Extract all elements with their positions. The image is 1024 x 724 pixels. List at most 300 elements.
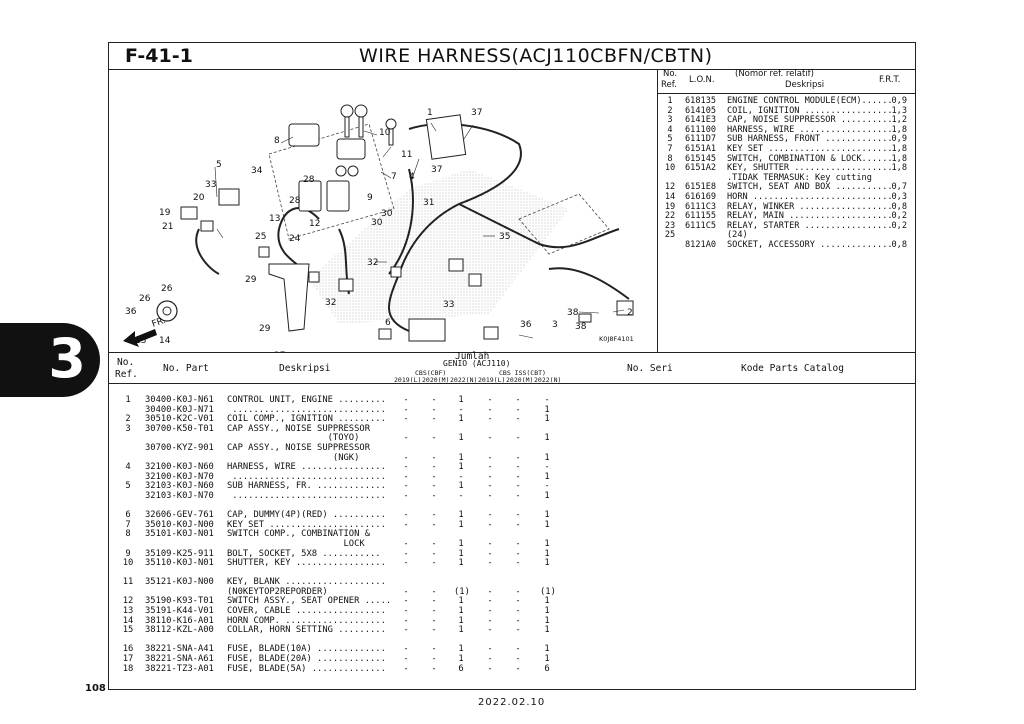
parts-no-header: No. [117,357,135,368]
part-qty: - [431,538,437,549]
part-description: SWITCH ASSY., SEAT OPENER ..... [227,596,392,607]
ref-desc: .TIDAK TERMASUK: Key cutting [727,172,872,183]
ref-desc: SWITCH, COMBINATION & LOCK...... [727,153,893,164]
jumlah-header: Jumlah [455,351,490,362]
section-tab [0,323,100,397]
ref-desc: COIL, IGNITION ................. [727,105,893,116]
part-description: ............................. [227,471,386,482]
part-qty: 1 [544,519,550,530]
part-qty: 6 [458,663,464,674]
part-description: BOLT, SOCKET, 5X8 ........... [227,548,381,559]
part-number: 32100-K0J-N60 [145,462,214,473]
ref-desc: RELAY, STARTER ................. [727,220,893,231]
part-description: (N0KEYTOP2REPORDER) [227,586,328,597]
ref-ref-header: Ref. [661,80,677,90]
svg-text:8: 8 [274,136,280,146]
part-qty: - [515,395,521,405]
page-frame [108,42,916,690]
part-description: CAP ASSY., NOISE SUPPRESSOR [227,423,370,434]
part-qty: - [431,625,437,636]
page-number: 108 [85,683,106,694]
diagram-code: K0J8F4101 [599,335,634,343]
part-qty: 1 [458,538,464,549]
ref-frt: 0,8 [891,239,907,250]
ref-desc: KEY, SHUTTER ................... [727,163,893,174]
nomor-header: (Nomor ref. relatif) [735,69,814,79]
part-qty: - [515,644,521,655]
part-number: 30700-K50-T01 [145,423,214,434]
part-qty: - [487,625,493,636]
part-description: FUSE, BLADE(5A) .............. [227,663,386,674]
exploded-diagram [109,69,658,352]
part-qty: - [458,490,464,501]
part-qty: 1 [544,538,550,549]
part-qty: - [515,490,521,501]
ref-lon: 618135 [685,96,717,106]
cbs-iss-header: CBS ISS(CBT) [499,369,546,377]
part-qty: - [487,490,493,501]
part-qty: - [544,481,550,492]
part-number: 30510-K2C-V01 [145,414,214,425]
part-qty: - [458,471,464,482]
part-qty: 1 [458,625,464,636]
part-description: SUB HARNESS, FR. ............. [227,481,386,492]
part-qty: 1 [458,606,464,617]
part-ref: 9 [125,548,131,559]
ref-frt: 0,3 [891,191,907,202]
part-qty: - [515,538,521,549]
reference-list-header [657,69,915,94]
svg-text:31: 31 [423,198,435,208]
svg-text:19: 19 [159,208,171,218]
ref-lon: 616169 [685,191,717,202]
part-qty: - [403,395,409,405]
svg-text:26: 26 [161,284,173,294]
part-qty: - [403,606,409,617]
part-number: 35110-K0J-N01 [145,558,214,569]
part-number: 32103-K0J-N70 [145,490,214,501]
svg-text:5: 5 [216,160,222,170]
ref-lon: 8121A0 [685,239,717,250]
part-number: 32103-K0J-N60 [145,481,214,492]
part-qty: - [431,395,437,405]
deskripsi-col-header: Deskripsi [279,363,331,374]
part-qty: (1) [454,586,470,597]
part-ref: 11 [122,577,134,588]
part-description: CAP ASSY., NOISE SUPPRESSOR [227,442,370,453]
part-qty: - [431,462,437,473]
part-qty: 1 [544,558,550,569]
part-qty: - [487,654,493,665]
ref-no: 1 [667,96,673,106]
part-description: (NGK) [227,452,360,463]
part-qty: - [403,519,409,530]
part-description: FUSE, BLADE(20A) ............. [227,654,386,665]
ref-desc: (24) [727,230,748,241]
part-qty: - [403,625,409,636]
part-qty: - [403,414,409,425]
lon-header: L.O.N. [689,75,715,85]
ref-frt: 1,8 [891,153,907,164]
svg-text:36: 36 [520,320,532,330]
ref-lon: 614105 [685,105,717,116]
part-number: 35101-K0J-N01 [145,529,214,540]
parts-row [109,665,915,675]
section-tab-number: 3 [48,327,86,390]
svg-text:26: 26 [139,294,151,304]
part-qty: - [515,471,521,482]
ref-desc: CAP, NOISE SUPPRESSOR .......... [727,115,893,126]
svg-text:33: 33 [443,300,455,310]
svg-text:29: 29 [259,324,271,334]
part-qty: - [431,490,437,501]
part-qty: - [403,433,409,444]
part-number: 35190-K93-T01 [145,596,214,607]
part-description: FUSE, BLADE(10A) ............. [227,644,386,655]
part-qty: - [403,615,409,626]
part-qty: - [431,471,437,482]
part-qty: - [487,471,493,482]
part-description: SWITCH COMP., COMBINATION & [227,529,370,540]
part-qty: 1 [544,490,550,501]
part-qty: - [431,548,437,559]
part-description: CONTROL UNIT, ENGINE ......... [227,395,386,405]
part-description: ............................. [227,490,386,501]
part-qty: 1 [544,596,550,607]
part-qty: - [487,452,493,463]
cbs-cbf-header: CBS(CBF) [415,369,447,377]
part-qty: - [403,404,409,415]
part-qty: - [403,538,409,549]
part-qty: - [403,558,409,569]
part-ref: 5 [125,481,131,492]
deskripsi-header: Deskripsi [785,80,825,90]
ref-lon: 611155 [685,211,717,222]
part-qty: - [431,596,437,607]
part-qty: - [515,586,521,597]
part-qty: - [403,490,409,501]
part-number: 35109-K25-911 [145,548,214,559]
no-part-header: No. Part [163,363,209,374]
svg-text:4: 4 [409,172,415,182]
ref-desc: RELAY, WINKER .................. [727,201,893,212]
svg-text:38: 38 [567,308,579,318]
part-qty: - [431,654,437,665]
part-qty: - [515,481,521,492]
part-number: 35121-K0J-N00 [145,577,214,588]
part-qty: 1 [544,452,550,463]
reference-row [657,241,915,251]
part-qty: 1 [544,625,550,636]
parts-row [109,626,915,636]
part-description: HORN COMP. ................... [227,615,386,626]
part-ref: 18 [122,663,134,674]
part-qty: 1 [544,471,550,482]
part-ref: 8 [125,529,131,540]
part-qty: - [403,462,409,473]
part-ref: 6 [125,510,131,521]
part-qty: - [544,462,550,473]
svg-text:37: 37 [471,108,483,118]
part-number: 32606-GEV-761 [145,510,214,521]
part-qty: 1 [544,414,550,425]
part-qty: - [431,481,437,492]
svg-text:6: 6 [385,318,391,328]
part-qty: - [403,654,409,665]
model-header: GENIO (ACJ110) [443,359,511,368]
part-description: KEY SET ...................... [227,519,386,530]
part-number: 38221-TZ3-A01 [145,663,214,674]
part-description: (TOYO) [227,433,360,444]
part-qty: 1 [458,519,464,530]
part-qty: - [403,596,409,607]
part-ref: 2 [125,414,131,425]
ref-no: 12 [664,182,676,193]
part-qty: - [487,596,493,607]
part-qty: - [403,510,409,521]
part-number: 38112-KZL-A00 [145,625,214,636]
part-qty: - [431,644,437,655]
svg-text:30: 30 [381,209,393,219]
svg-text:32: 32 [367,258,379,268]
ref-no: 19 [664,201,676,212]
part-qty: 1 [544,615,550,626]
ref-lon: 6151E8 [685,182,717,193]
part-qty: - [515,654,521,665]
svg-text:3: 3 [552,320,558,330]
part-qty: - [487,538,493,549]
ref-desc: ENGINE CONTROL MODULE(ECM)...... [727,96,893,106]
wire-harness-drawing [109,69,657,352]
part-qty: - [515,558,521,569]
part-ref: 7 [125,519,131,530]
part-qty: - [431,663,437,674]
svg-text:13: 13 [269,214,281,224]
part-qty: - [515,615,521,626]
parts-table-body [109,396,915,674]
svg-text:30: 30 [371,218,383,228]
reference-list-rows [657,97,915,251]
reference-list [657,69,915,352]
part-qty: - [431,606,437,617]
part-qty: 1 [458,644,464,655]
ref-lon: 6151A2 [685,163,717,174]
ref-desc: HARNESS, WIRE .................. [727,124,893,135]
ref-lon: 6111C3 [685,201,717,212]
part-qty: - [515,519,521,530]
ref-no: 4 [667,124,673,135]
part-qty: - [431,452,437,463]
ref-frt: 0,8 [891,201,907,212]
part-qty: - [431,433,437,444]
part-qty: 1 [544,606,550,617]
year-col-1: 2019(L) [394,376,422,384]
part-qty: 1 [544,654,550,665]
ref-desc: HORN ........................... [727,191,893,202]
year-col-2: 2020(M) [422,376,450,384]
ref-no: 23 [664,220,676,231]
svg-text:32: 32 [325,298,337,308]
svg-text:12: 12 [309,219,321,229]
part-qty: - [487,462,493,473]
ref-frt: 1,3 [891,105,907,116]
part-ref: 15 [122,625,134,636]
svg-text:14: 14 [159,336,171,346]
part-qty: - [515,663,521,674]
ref-no: 7 [667,143,673,154]
part-qty: - [487,606,493,617]
part-qty: - [403,586,409,597]
part-description: COVER, CABLE ................. [227,606,386,617]
part-description: LOCK [227,538,365,549]
parts-table-header [109,352,915,384]
ref-frt: 0,2 [891,211,907,222]
ref-frt: 0,7 [891,182,907,193]
ref-frt: 1,8 [891,163,907,174]
print-date: 2022.02.10 [478,697,546,708]
part-qty: - [403,548,409,559]
part-qty: 1 [458,596,464,607]
part-qty: - [487,663,493,674]
svg-text:7: 7 [391,172,397,182]
part-qty: - [515,548,521,559]
part-qty: - [431,519,437,530]
part-qty: - [431,586,437,597]
part-ref: 13 [122,606,134,617]
ref-no: 22 [664,211,676,222]
ref-no: 25 [664,230,676,241]
part-ref: 12 [122,596,134,607]
part-qty: - [515,596,521,607]
svg-text:25: 25 [255,232,267,242]
part-qty: - [403,452,409,463]
part-qty: 1 [458,615,464,626]
part-qty: - [515,462,521,473]
part-qty: 1 [544,644,550,655]
part-number: 30400-K0J-N61 [145,395,214,405]
svg-text:11: 11 [401,150,413,160]
no-seri-header: No. Seri [627,363,673,374]
part-qty: - [458,404,464,415]
part-qty: - [487,414,493,425]
svg-text:20: 20 [193,193,205,203]
part-qty: - [487,558,493,569]
year-col-6: 2022(N) [534,376,562,384]
frt-header: F.R.T. [879,75,901,85]
ref-no: 5 [667,134,673,145]
fr-label: FR. [150,315,168,330]
parts-row [109,559,915,569]
part-qty: - [515,414,521,425]
part-ref: 10 [122,558,134,569]
ref-desc: KEY SET ........................ [727,143,893,154]
ref-frt: 0,9 [891,134,907,145]
part-qty: 1 [458,395,464,405]
part-ref: 16 [122,644,134,655]
part-qty: - [487,395,493,405]
figure-header [109,43,915,70]
part-qty: - [487,433,493,444]
year-col-5: 2020(M) [506,376,534,384]
svg-text:21: 21 [162,222,174,232]
part-qty: 1 [458,433,464,444]
part-qty: - [403,481,409,492]
ref-lon: 611100 [685,124,717,135]
ref-desc: RELAY, MAIN .................... [727,211,893,222]
ref-frt: 1,8 [891,143,907,154]
part-ref: 3 [125,423,131,434]
svg-text:35: 35 [499,232,511,242]
svg-text:1: 1 [427,108,433,118]
part-ref: 14 [122,615,134,626]
svg-text:34: 34 [251,166,263,176]
part-qty: - [487,615,493,626]
svg-text:38: 38 [575,322,587,332]
part-qty: 1 [544,433,550,444]
kode-parts-header: Kode Parts Catalog [741,363,844,374]
part-qty: - [403,644,409,655]
svg-text:2: 2 [627,308,633,318]
part-description: COLLAR, HORN SETTING ......... [227,625,386,636]
part-qty: 1 [544,510,550,521]
parts-row [109,492,915,502]
ref-frt: 1,2 [891,115,907,126]
svg-text:28: 28 [289,196,301,206]
part-qty: - [515,625,521,636]
part-qty: 1 [458,654,464,665]
part-qty: - [431,558,437,569]
ref-no: 8 [667,153,673,164]
ref-frt: 1,8 [891,124,907,135]
part-qty: - [487,404,493,415]
part-number: 35191-K44-V01 [145,606,214,617]
svg-text:10: 10 [379,128,391,138]
part-number: 38221-SNA-A61 [145,654,214,665]
part-number: 30700-KYZ-901 [145,442,214,453]
part-qty: - [487,510,493,521]
svg-text:29: 29 [245,275,257,285]
reference-row [657,222,915,232]
ref-desc: SUB HARNESS, FRONT ............. [727,134,893,145]
svg-text:28: 28 [303,175,315,185]
part-number: 32100-K0J-N70 [145,471,214,482]
part-number: 30400-K0J-N71 [145,404,214,415]
part-qty: - [403,663,409,674]
part-qty: - [515,404,521,415]
svg-text:9: 9 [367,193,373,203]
year-col-3: 2022(N) [450,376,478,384]
part-description: ............................. [227,404,386,415]
part-qty: (1) [540,586,556,597]
ref-lon: 6141E3 [685,115,717,126]
part-qty: 1 [458,510,464,521]
part-description: HARNESS, WIRE ................ [227,462,386,473]
part-qty: 6 [544,663,550,674]
part-description: KEY, BLANK ................... [227,577,386,588]
year-col-4: 2019(L) [478,376,506,384]
ref-no: 10 [664,163,676,174]
part-qty: - [431,404,437,415]
svg-text:37: 37 [431,165,443,175]
ref-frt: 0,2 [891,220,907,231]
svg-text:15: 15 [135,336,147,346]
part-qty: 1 [458,414,464,425]
part-description: SHUTTER, KEY ................. [227,558,386,569]
part-description: COIL COMP., IGNITION ......... [227,414,386,425]
part-qty: - [431,510,437,521]
ref-frt: 0,9 [891,96,907,106]
ref-desc: SOCKET, ACCESSORY .............. [727,239,893,250]
